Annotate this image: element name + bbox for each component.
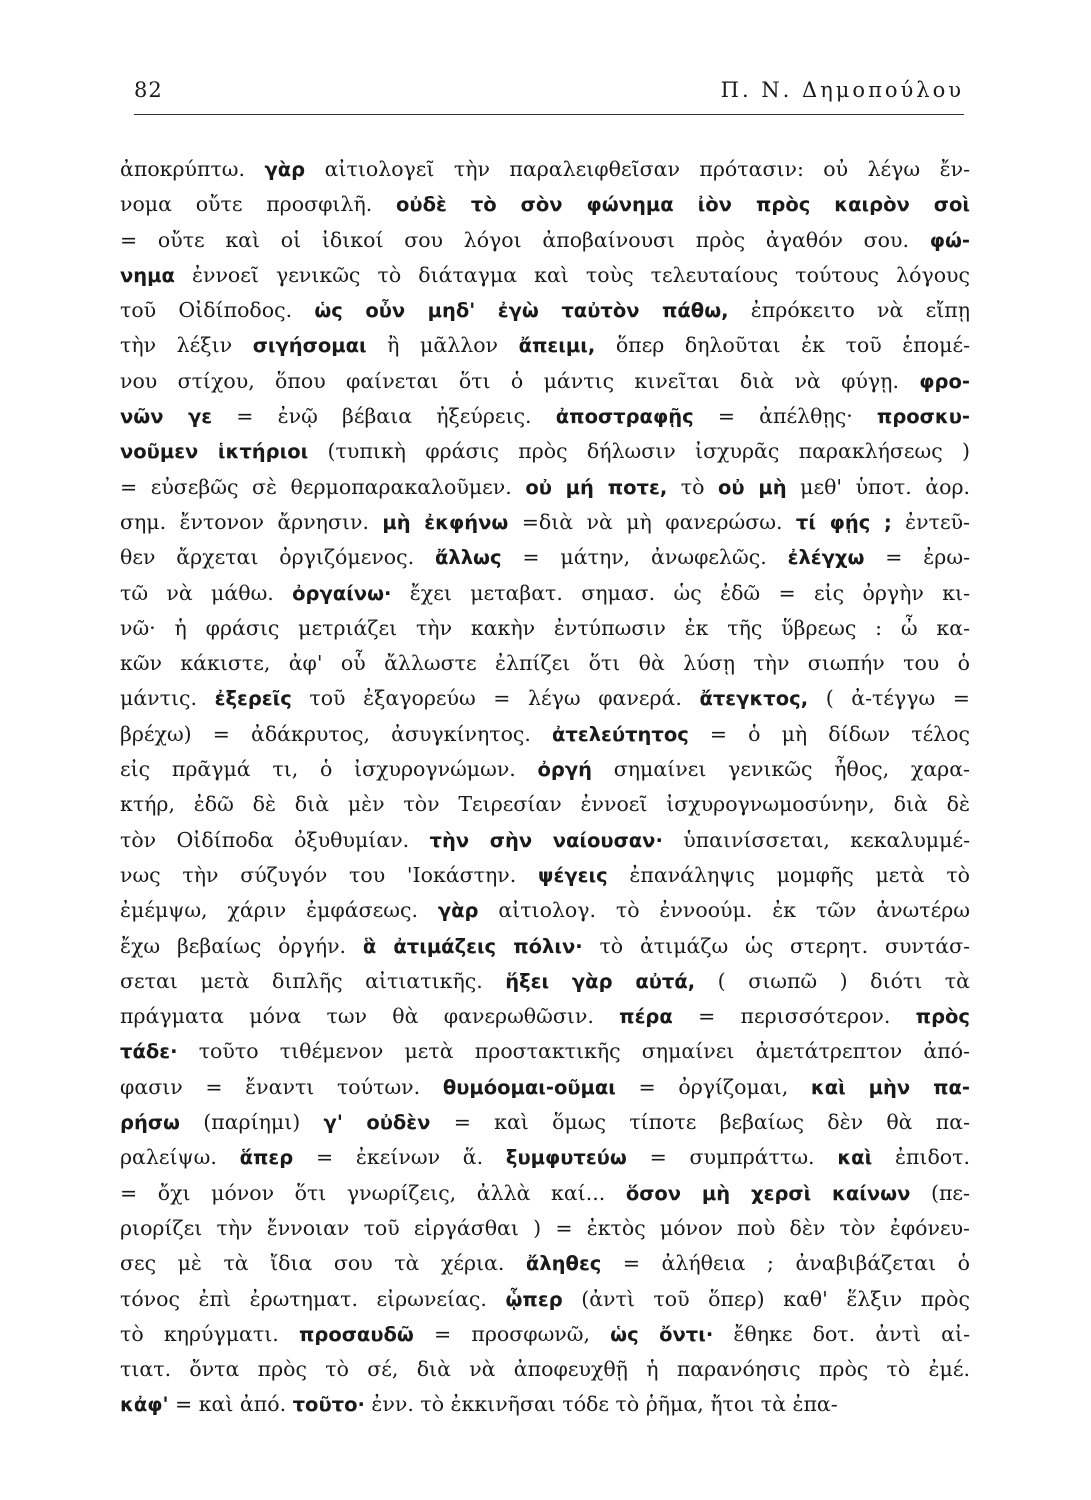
gloss-text: τὸν Οἰδίποδα ὀξυθυμίαν. [120, 827, 430, 852]
gloss-text: τῶ νὰ μάθω. [120, 580, 293, 605]
gloss-text: σημαίνει γενικῶς ἦθος, χαρα- [592, 757, 970, 782]
gloss-text: τὸ κηρύγματι. [120, 1321, 299, 1346]
text-line [120, 752, 970, 787]
gloss-text: αἰτιολογ. τὸ ἐννοούμ. ἐκ τῶν ἀνωτέρω [478, 898, 970, 923]
gloss-text: = καὶ ἀπό. [168, 1392, 293, 1417]
lemma-term: γὰρ [264, 158, 306, 181]
text-line [120, 929, 970, 964]
header-rule [134, 114, 964, 115]
lemma-term: οὐ μὴ [718, 475, 787, 499]
text-line [120, 364, 970, 399]
lemma-term: φώ- [929, 228, 970, 252]
text-line [120, 223, 970, 258]
gloss-text: τὴν λέξιν [120, 333, 253, 358]
text-line [120, 1246, 970, 1281]
text-line [120, 1352, 970, 1387]
gloss-text: = ἀπέλθῃς· [693, 404, 877, 429]
gloss-text: τὸ [667, 474, 718, 499]
lemma-term: νοῦμεν ἱκτήριοι [120, 440, 309, 464]
lemma-term: φρο- [919, 369, 970, 393]
lemma-term: ἀποστραφῇς [555, 405, 694, 429]
gloss-text: κτήρ, ἐδῶ δὲ διὰ μὲν τὸν Τειρεσίαν ἐννοεῖ ἰσχυρογνωμοσύνην, διὰ δὲ [120, 792, 970, 817]
gloss-text: ραλείψω. [120, 1145, 240, 1170]
gloss-text: σημ. ἔντονον ἄρνησιν. [120, 509, 383, 534]
gloss-text: ἐντεῦ- [891, 509, 970, 534]
text-line [120, 293, 970, 328]
gloss-text: = ὁ μὴ δίδων τέλος [688, 721, 970, 746]
gloss-text: = ἀλήθεια ; ἀναβιβάζεται ὁ [601, 1251, 970, 1276]
running-head: Π. Ν. Δημοπούλου [720, 78, 964, 102]
lemma-term: ἅπερ [239, 1146, 294, 1170]
gloss-text: ἐνν. τὸ ἐκκινῆσαι τόδε τὸ ῥῆμα, ἤτοι τὰ ἐπα- [364, 1392, 838, 1417]
gloss-text: (πε- [910, 1180, 970, 1205]
gloss-text: ἢ μᾶλλον [366, 333, 519, 358]
text-line [120, 1282, 970, 1317]
gloss-text: τόνος ἐπὶ ἐρωτηματ. εἰρωνείας. [120, 1286, 506, 1311]
lemma-term: γὰρ [437, 899, 479, 923]
gloss-text: ἀποκρύπτω. [120, 157, 265, 181]
text-line [120, 470, 970, 505]
gloss-text: ἐμέμψω, χάριν ἐμφάσεως. [120, 898, 438, 923]
text-line [120, 576, 970, 611]
gloss-text: τοῦ Οἰδίποδος. [120, 298, 315, 323]
gloss-text: = ἐκείνων ἅ. [293, 1145, 506, 1170]
gloss-text: μάντις. [120, 686, 215, 711]
lemma-term: οὐδὲ τὸ σὸν φώνημα ἰὸν πρὸς καιρὸν σοὶ [396, 193, 970, 217]
gloss-text: = μάτην, ἀνωφελῶς. [501, 545, 788, 570]
text-line [120, 787, 970, 822]
text-line [120, 681, 970, 716]
lemma-term: μὴ ἐκφήνω [382, 510, 509, 534]
gloss-text: τοῦτο τιθέμενον μετὰ προστακτικῆς σημαίνει ἀμετάτρεπτον ἀπό- [177, 1039, 970, 1064]
text-line [120, 717, 970, 752]
gloss-text: ἐπιδοτ. [872, 1145, 970, 1170]
gloss-text: ἔχω βεβαίως ὀργήν. [120, 933, 363, 958]
gloss-text: ( σιωπῶ ) διότι τὰ [695, 968, 970, 993]
gloss-text: νῶ· ἡ φράσις μετριάζει τὴν κακὴν ἐντύπωσιν ἐκ τῆς ὕβρεως : ὦ κα- [120, 615, 970, 640]
lemma-term: πέρα [619, 1005, 673, 1029]
lemma-term: τοῦτο· [292, 1393, 365, 1417]
gloss-text: ( ἀ-τέγγω = [808, 686, 970, 711]
gloss-text: νομα οὔτε προσφιλῆ. [120, 192, 396, 217]
lemma-term: θυμόομαι-οῦμαι [442, 1075, 616, 1099]
lemma-term: ὡς οὖν μηδ' ἐγὼ ταὐτὸν πάθω, [314, 299, 729, 323]
gloss-text: ὅπερ δηλοῦται ἐκ τοῦ ἑπομέ- [595, 333, 970, 358]
gloss-text: αἰτιολογεῖ τὴν παραλειφθεῖσαν πρότασιν: οὐ λέγω ἔν- [305, 157, 970, 181]
gloss-text: σες μὲ τὰ ἴδια σου τὰ χέρια. [120, 1251, 526, 1276]
lemma-term: καὶ [837, 1146, 873, 1170]
gloss-text: = καὶ ὅμως τίποτε βεβαίως δὲν θὰ πα- [430, 1110, 970, 1135]
text-line [120, 1176, 970, 1211]
lemma-term: ᾧπερ [505, 1287, 563, 1311]
text-line [120, 399, 970, 434]
lemma-term: ἃ ἀτιμάζεις πόλιν· [362, 934, 583, 958]
gloss-text: =διὰ νὰ μὴ φανερώσω. [508, 509, 796, 534]
gloss-text: ἔθηκε δοτ. ἀντὶ αἰ- [713, 1321, 970, 1346]
text-line [120, 505, 970, 540]
lemma-term: ἥξει γὰρ αὐτά, [505, 969, 696, 993]
gloss-text: = ὄχι μόνον ὅτι γνωρίζεις, ἀλλὰ καί... [120, 1180, 626, 1205]
gloss-text: (παρίημι) [179, 1110, 324, 1135]
text-line [120, 328, 970, 363]
text-line [120, 1140, 970, 1175]
gloss-text: τιατ. ὄντα πρὸς τὸ σέ, διὰ νὰ ἀποφευχθῇ ἡ παρανόησις πρὸς τὸ ἐμέ. [120, 1357, 970, 1382]
gloss-text: κῶν κάκιστε, ἀφ' οὗ ἄλλωστε ἐλπίζει ὅτι θὰ λύσῃ τὴν σιωπήν του ὁ [120, 651, 970, 676]
gloss-text: ριορίζει τὴν ἔννοιαν τοῦ εἰργάσθαι ) = ἐκτὸς μόνον ποὺ δὲν τὸν ἐφόνευ- [120, 1215, 970, 1240]
text-line [120, 1105, 970, 1140]
gloss-text: φασιν = ἔναντι τούτων. [120, 1074, 443, 1099]
lemma-term: τί φῄς ; [795, 510, 892, 534]
lemma-term: ἐλέγχω [787, 546, 865, 570]
gloss-text: τὸ ἀτιμάζω ὡς στερητ. συντάσ- [582, 933, 970, 958]
text-line [120, 999, 970, 1034]
lemma-term: ὀργή [537, 758, 593, 782]
gloss-text: ἐπρόκειτο νὰ εἴπῃ [728, 298, 970, 323]
gloss-text: θεν ἄρχεται ὀργιζόμενος. [120, 545, 435, 570]
text-line [120, 858, 970, 893]
gloss-text: (ἀντὶ τοῦ ὅπερ) καθ' ἕλξιν πρὸς [562, 1286, 970, 1311]
lemma-term: προσκυ- [876, 405, 970, 429]
gloss-text: = εὐσεβῶς σὲ θερμοπαρακαλοῦμεν. [120, 474, 526, 499]
text-line [120, 964, 970, 999]
lemma-term: ἐξερεῖς [214, 687, 292, 711]
text-line [120, 1070, 970, 1105]
gloss-text: ἐννοεῖ γενικῶς τὸ διάταγμα καὶ τοὺς τελευταίους τούτους λόγους [174, 262, 970, 287]
lemma-term: ξυμφυτεύω [505, 1146, 627, 1170]
text-line [120, 611, 970, 646]
page-header [134, 78, 964, 108]
gloss-text: νου στίχου, ὅπου φαίνεται ὅτι ὁ μάντις κινεῖται διὰ νὰ φύγῃ. [120, 368, 920, 393]
gloss-text: μεθ' ὑποτ. ἀορ. [786, 474, 970, 499]
gloss-text: = ὀργίζομαι, [615, 1074, 811, 1099]
lemma-term: οὐ μή ποτε, [525, 475, 668, 499]
gloss-text: σεται μετὰ διπλῆς αἰτιατικῆς. [120, 968, 506, 993]
gloss-text: = συμπράττω. [626, 1145, 838, 1170]
gloss-text: νως τὴν σύζυγόν του 'Ιοκάστην. [120, 862, 538, 887]
commentary-text [120, 152, 970, 1423]
text-line [120, 434, 970, 469]
text-line [120, 1034, 970, 1069]
gloss-text: = ἐνῷ βέβαια ἠξεύρεις. [212, 404, 556, 429]
text-line [120, 646, 970, 681]
lemma-term: νημα [120, 263, 175, 287]
gloss-text: τοῦ ἐξαγορεύω = λέγω φανερά. [291, 686, 700, 711]
gloss-text: (τυπικὴ φράσις πρὸς δήλωσιν ἰσχυρᾶς παρακλήσεως ) [308, 439, 970, 464]
gloss-text: = οὔτε καὶ οἱ ἰδικοί σου λόγοι ἀποβαίνουσι πρὸς ἀγαθόν σου. [120, 227, 930, 252]
lemma-term: κἀφ' [120, 1393, 169, 1417]
lemma-term: ἄλλως [434, 546, 502, 570]
lemma-term: ψέγεις [538, 863, 608, 887]
lemma-term: νῶν γε [120, 405, 213, 429]
lemma-term: τὴν σὴν ναίουσαν· [429, 828, 663, 852]
gloss-text: βρέχω) = ἀδάκρυτος, ἀσυγκίνητος. [120, 721, 553, 746]
text-line [120, 540, 970, 575]
lemma-term: ἀτελεύτητος [552, 722, 689, 746]
gloss-text: πράγματα μόνα των θὰ φανερωθῶσιν. [120, 1004, 620, 1029]
lemma-term: ὀργαίνω· [292, 581, 392, 605]
text-line [120, 1387, 970, 1422]
text-line [120, 823, 970, 858]
lemma-term: ἄληθες [525, 1252, 602, 1276]
lemma-term: ὡς ὄντι· [610, 1322, 714, 1346]
text-line [120, 152, 970, 187]
gloss-text: ἔχει μεταβατ. σημασ. ὡς ἐδῶ = εἰς ὀργὴν κι- [391, 580, 970, 605]
gloss-text: ἐπανάληψις μομφῆς μετὰ τὸ [607, 862, 970, 887]
text-line [120, 1317, 970, 1352]
text-line [120, 893, 970, 928]
gloss-text: = περισσότερον. [672, 1004, 916, 1029]
lemma-term: καὶ μὴν πα- [810, 1075, 970, 1099]
lemma-term: ὅσον μὴ χερσὶ καίνων [625, 1181, 911, 1205]
text-line [120, 258, 970, 293]
page-number: 82 [134, 78, 163, 102]
lemma-term: ρήσω [120, 1111, 180, 1135]
lemma-term: γ' οὐδὲν [323, 1111, 431, 1135]
text-line [120, 187, 970, 222]
text-line [120, 1211, 970, 1246]
lemma-term: ἄπειμι, [518, 334, 596, 358]
lemma-term: σιγήσομαι [252, 334, 367, 358]
lemma-term: προσαυδῶ [298, 1322, 414, 1346]
gloss-text: = προσφωνῶ, [413, 1321, 611, 1346]
gloss-text: εἰς πρᾶγμά τι, ὁ ἰσχυρογνώμων. [120, 757, 538, 782]
lemma-term: τάδε· [120, 1040, 178, 1064]
lemma-term: πρὸς [915, 1005, 970, 1029]
gloss-text: ὑπαινίσσεται, κεκαλυμμέ- [662, 827, 970, 852]
lemma-term: ἄτεγκτος, [699, 687, 809, 711]
gloss-text: = ἐρω- [864, 545, 970, 570]
